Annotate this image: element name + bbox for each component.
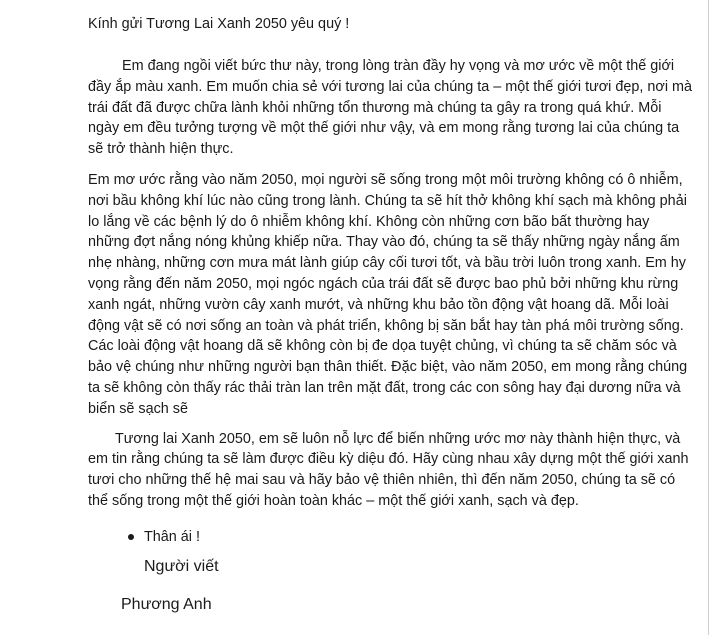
paragraph-intro: Em đang ngồi viết bức thư này, trong lòng tràn đầy hy vọng và mơ ước về một thế giới đầy ắp màu xanh. Em muốn chia sẻ với tương lai của chúng ta – một thế giới tươi đẹp, nơi mà trái đất đã được chữa lành khỏi những tổn thương mà chúng ta gây ra trong quá khứ. Mỗi ngày em đều tưởng tượng về một thế giới như vậy, và em mong rằng tương lai của chúng ta sẽ trở thành hiện thực. [88, 58, 692, 158]
letter-page [88, 12, 694, 549]
signer-name: Phương Anh [121, 596, 212, 613]
bullet-icon [128, 534, 134, 540]
closing-text: Thân ái ! [144, 528, 200, 545]
letter-greeting: Kính gửi Tương Lai Xanh 2050 yêu quý ! [88, 16, 350, 32]
closing-list [88, 525, 694, 549]
closing-item [88, 525, 694, 549]
signer-label: Người viết [144, 558, 219, 575]
paragraph-dream: Em mơ ước rằng vào năm 2050, mọi người sẽ sống trong một môi trường không có ô nhiễm, nơi bầu không khí lúc nào cũng trong lành. Chúng ta sẽ hít thở không khí sạch mà không phải lo lắng về các bệnh lý do ô nhiễm không khí. Không còn những cơn bão bất thường hay những đợt nắng nóng khủng khiếp nữa. Thay vào đó, chúng ta sẽ thấy những ngày nắng ấm nhẹ nhàng, những cơn mưa mát lành giúp cây cối tươi tốt, và bầu trời luôn trong xanh. Em hy vọng rằng đến năm 2050, mọi ngóc ngách của trái đất sẽ được bao phủ bởi những khu rừng xanh ngát, những vườn cây xanh mướt, và những khu bảo tồn động vật hoang dã. Mỗi loài động vật sẽ có nơi sống an toàn và phát triển, không bị săn bắt hay tàn phá môi trường sống. Các loài động vật hoang dã sẽ không còn bị đe dọa tuyệt chủng, vì chúng ta sẽ chăm sóc và bảo vệ chúng như những người bạn thân thiết. Đặc biệt, vào năm 2050, em mong rằng chúng ta sẽ không còn thấy rác thải tràn lan trên mặt đất, trong các con sông hay đại dương nữa và biển sẽ sạch sẽ [88, 171, 688, 417]
paragraph-commitment: Tương lai Xanh 2050, em sẽ luôn nỗ lực để biến những ước mơ này thành hiện thực, và em tin rằng chúng ta sẽ làm được điều kỳ diệu đó. Hãy cùng nhau xây dựng một thế giới xanh tươi cho những thế hệ mai sau và hãy bảo vệ thiên nhiên, thì đến năm 2050, chúng ta sẽ có thể sống trong một thế giới hoàn toàn khác – một thế giới xanh, sạch và đẹp. [88, 430, 689, 509]
